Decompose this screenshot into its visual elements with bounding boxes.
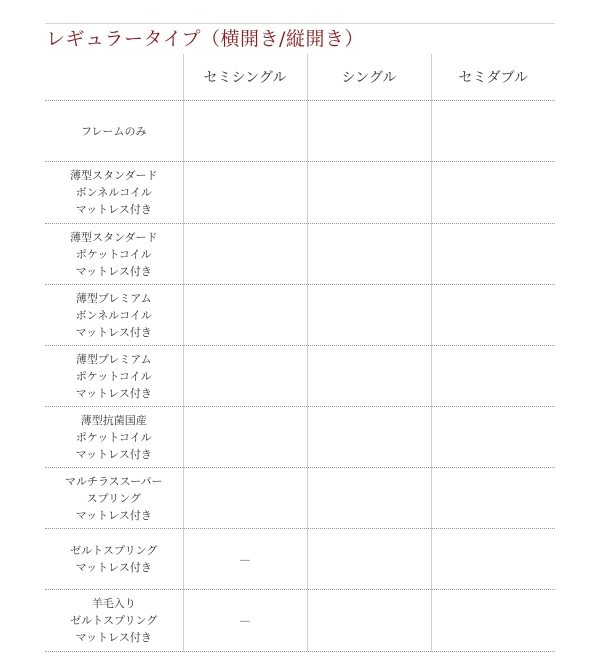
row-label [45,529,183,590]
size-table [45,54,555,652]
table-cell [307,468,431,529]
table-cell [307,346,431,407]
table-cell [183,162,307,224]
table-cell [183,224,307,285]
table-row [45,346,555,407]
row-label-line: マルチラススーパー [64,474,163,488]
row-label-line: 薄型抗菌国産 [80,413,147,427]
row-label-line: マットレス付き [75,508,152,522]
row-label-line: 薄型プレミアム [75,352,152,366]
table-cell [307,285,431,346]
table-cell [431,407,555,468]
row-label-line: フレームのみ [80,124,147,138]
table-cell: － [183,590,307,652]
row-label-line: ボンネルコイル [75,308,152,322]
header-row [45,54,555,101]
row-label-line: マットレス付き [75,561,152,574]
table-cell [431,162,555,224]
row-label [45,285,183,346]
table-cell: － [183,529,307,590]
row-label-line: ポケットコイル [75,247,152,261]
row-label [45,590,183,652]
row-label-line: 薄型プレミアム [75,291,152,305]
table-cell [183,468,307,529]
header-blank [45,54,183,101]
header-single: シングル [307,54,431,101]
table-cell [431,285,555,346]
top-rule [45,23,555,24]
table-row [45,407,555,468]
row-label-line: マットレス付き [75,325,152,339]
table-cell [431,224,555,285]
row-label-line: 薄型スタンダード [69,230,158,244]
table-cell [307,407,431,468]
row-label-line: マットレス付き [75,631,152,644]
row-label [45,162,183,224]
row-label-line: ゼルトスプリング [70,544,158,557]
row-label-line: ポケットコイル [75,369,152,383]
row-label-line: マットレス付き [75,386,152,400]
row-label [45,224,183,285]
table-cell [431,529,555,590]
table-row [45,529,555,590]
row-label-line: ゼルトスプリング [70,614,158,627]
row-label [45,407,183,468]
table-cell [431,346,555,407]
row-label-line: スプリング [86,491,141,505]
table-cell [307,590,431,652]
header-semi-double: セミダブル [431,54,555,101]
table-cell [431,101,555,162]
table-cell [431,590,555,652]
row-label [45,468,183,529]
table-row [45,224,555,285]
table-row [45,468,555,529]
table-cell [307,529,431,590]
table-cell [183,346,307,407]
row-label-line: 羊毛入り [91,597,136,610]
table-row [45,590,555,652]
table-cell [307,224,431,285]
row-label-line: マットレス付き [75,447,152,461]
row-label-line: マットレス付き [75,264,152,278]
table-row [45,101,555,162]
table-row [45,285,555,346]
table-cell [183,285,307,346]
row-label [45,346,183,407]
table-cell [431,468,555,529]
row-label-line: マットレス付き [75,203,152,216]
header-semi-single: セミシングル [183,54,307,101]
row-label-line: ポケットコイル [75,430,152,444]
table-row [45,162,555,224]
table-cell [307,101,431,162]
table-cell [183,101,307,162]
table-cell [183,407,307,468]
row-label [45,101,183,162]
table-cell [307,162,431,224]
row-label-line: 薄型スタンダード [69,169,158,182]
row-label-line: ボンネルコイル [75,186,152,199]
page-title: レギュラータイプ（横開き/縦開き） [46,28,364,50]
